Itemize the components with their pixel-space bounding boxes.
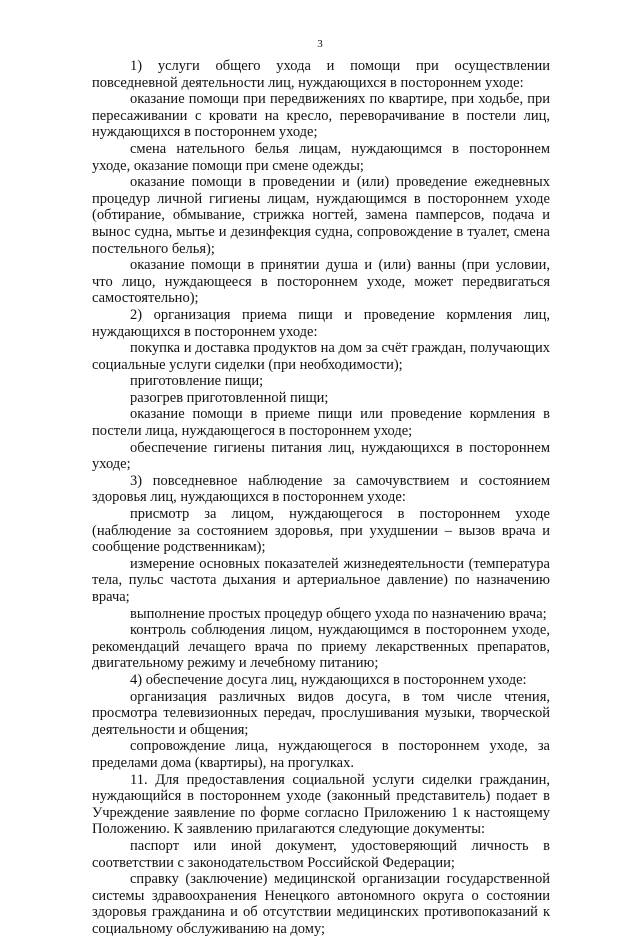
- paragraph-meal-organization: 2) организация приема пищи и проведение кормления лиц, нуждающихся в постороннем уходе:: [92, 306, 550, 340]
- paragraph-shower-bath: оказание помощи в принятии душа и (или) ванны (при условии, что лицо, нуждающееся в постороннем уходе, может передвигаться самостоятельно);: [92, 257, 550, 307]
- paragraph-cooking: приготовление пищи;: [130, 373, 264, 390]
- paragraph-feeding-help: оказание помощи в приеме пищи или проведение кормления в постели лица, нуждающегося в постороннем уходе;: [92, 406, 550, 440]
- paragraph-medical-certificate: справку (заключение) медицинской организации государственной системы здравоохранения Ненецкого автономного округа о состоянии здоровья гражданина и об отсутствии медицинских противопоказаний к социальному обслуживанию на дому;: [92, 871, 550, 937]
- paragraph-supervision: присмотр за лицом, нуждающегося в постороннем уходе (наблюдение за состоянием здоровья, при ухудшении – вызов врача и сообщение родственникам);: [92, 506, 550, 556]
- paragraph-health-monitoring: 3) повседневное наблюдение за самочувствием и состоянием здоровья лиц, нуждающихся в постороннем уходе:: [92, 472, 550, 506]
- paragraph-simple-procedures: выполнение простых процедур общего ухода по назначению врача;: [130, 605, 547, 622]
- paragraph-vital-signs: измерение основных показателей жизнедеятельности (температура тела, пульс частота дыхания и артериальное давление) по назначению врача;: [92, 555, 550, 605]
- paragraph-walk-accompaniment: сопровождение лица, нуждающегося в постороннем уходе, за пределами дома (квартиры), на прогулках.: [92, 738, 550, 771]
- page-number: 3: [317, 38, 323, 50]
- paragraph-passport: паспорт или иной документ, удостоверяющий личность в соответствии с законодательством Российской Федерации;: [92, 837, 550, 871]
- paragraph-section-11: 11. Для предоставления социальной услуги сиделки гражданин, нуждающийся в постороннем уходе (законный представитель) подает в Учреждение заявление по форме согласно Приложению 1 к настоящему Положению. К заявлению прилагаются следующие документы:: [92, 771, 550, 838]
- paragraph-reheating: разогрев приготовленной пищи;: [130, 389, 329, 406]
- paragraph-personal-hygiene: оказание помощи в проведении и (или) проведение ежедневных процедур личной гигиены лицам, нуждающимся в постороннем уходе (обтирание, обмывание, стрижка ногтей, замена памперсов, подача и вынос судна, мытье и дезинфекция судна, сопровождение в туалет, смена постельного белья);: [92, 174, 550, 257]
- paragraph-grocery-delivery: покупка и доставка продуктов на дом за счёт граждан, получающих социальные услуги сиделки (при необходимости);: [92, 340, 550, 373]
- paragraph-movement-help: оказание помощи при передвижениях по квартире, при ходьбе, при пересаживании с кровати на кресло, переворачивание в постели лиц, нуждающихся в постороннем уходе;: [92, 91, 550, 141]
- paragraph-change-underwear: смена нательного белья лицам, нуждающимся в постороннем уходе, оказание помощи при смене одежды;: [92, 140, 550, 174]
- paragraph-food-hygiene: обеспечение гигиены питания лиц, нуждающихся в постороннем уходе;: [92, 439, 550, 473]
- paragraph-services-general-care: 1) услуги общего ухода и помощи при осуществлении повседневной деятельности лиц, нуждающихся в постороннем уходе:: [92, 58, 550, 91]
- document-body: [92, 58, 550, 937]
- paragraph-compliance-control: контроль соблюдения лицом, нуждающимся в постороннем уходе, рекомендаций лечащего врача по приему лекарственных препаратов, двигательному режиму и лечебному питанию;: [92, 622, 550, 672]
- paragraph-leisure-activities: организация различных видов досуга, в том числе чтения, просмотра телевизионных передач, прослушивания музыки, творческой деятельности и общения;: [92, 688, 550, 738]
- paragraph-leisure: 4) обеспечение досуга лиц, нуждающихся в постороннем уходе:: [130, 671, 527, 688]
